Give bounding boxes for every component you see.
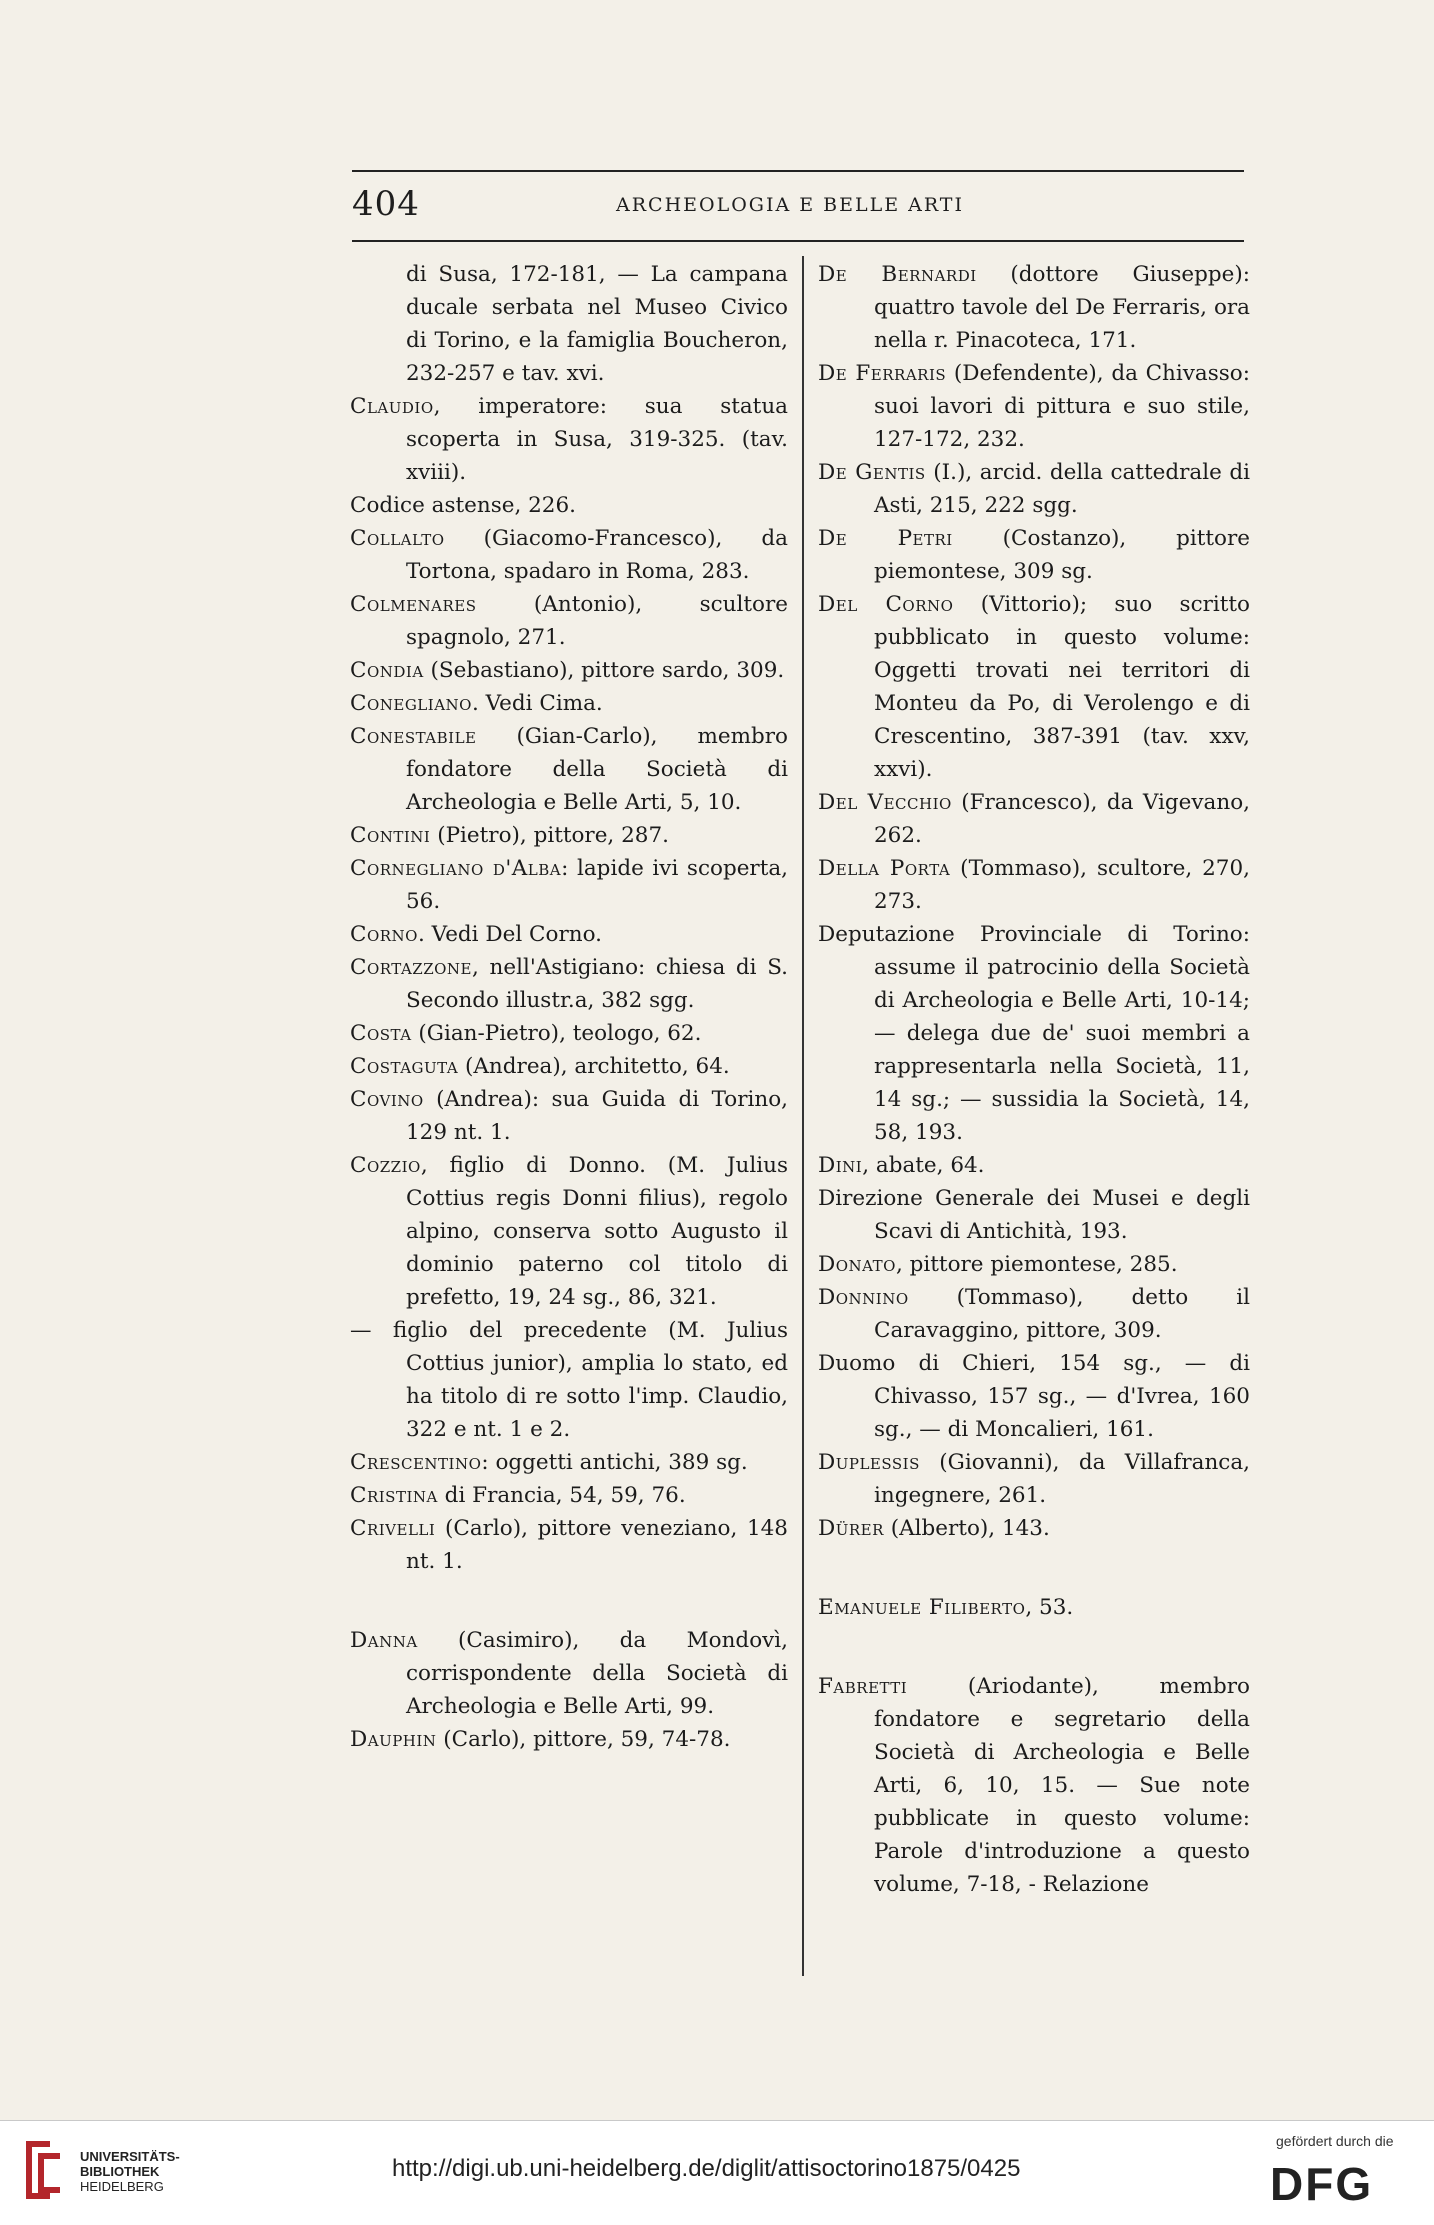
library-logo-icon [20, 2135, 72, 2205]
entry-text: , nell'Astigiano: chiesa di S. Secondo illustr.a, 382 sgg. [406, 955, 788, 1013]
index-entry [350, 720, 788, 819]
index-entry [350, 819, 788, 852]
index-entry [818, 522, 1250, 588]
index-entry [350, 1083, 788, 1149]
entry-headword: Covino [350, 1087, 424, 1112]
entry-text: , 53. [1025, 1595, 1074, 1620]
entry-text: (Giovanni), da Villafranca, ingegnere, 261. [874, 1450, 1250, 1508]
entry-text: (Gian-Pietro), teologo, 62. [411, 1021, 702, 1046]
entry-headword: Conestabile [350, 724, 477, 749]
entry-headword: Cristina [350, 1483, 438, 1508]
entry-text: (Pietro), pittore, 287. [430, 823, 669, 848]
index-entry [350, 1479, 788, 1512]
entry-headword: Del Vecchio [818, 790, 952, 815]
entry-headword: De Bernardi [818, 262, 977, 287]
entry-headword: Cornegliano d'Alba [350, 856, 562, 881]
entry-headword: Cortazzone [350, 955, 473, 980]
entry-text: (Antonio), scultore spagnolo, 271. [406, 592, 788, 650]
index-entry [818, 588, 1250, 786]
index-entry [818, 1670, 1250, 1901]
entry-text: (dottore Giuseppe): quattro tavole del De Ferraris, ora nella r. Pinacoteca, 171. [874, 262, 1250, 353]
index-entry [818, 1512, 1250, 1545]
entry-text: (Andrea): sua Guida di Torino, 129 nt. 1. [406, 1087, 788, 1145]
index-entry [350, 390, 788, 489]
dfg-logo: DFG [1270, 2158, 1374, 2210]
page-number: 404 [352, 184, 420, 224]
entry-text: Duomo di Chieri, 154 sg., — di Chivasso, 157 sg., — d'Ivrea, 160 sg., — di Moncalieri, 161. [818, 1351, 1250, 1442]
index-column-right [818, 258, 1250, 1901]
entry-headword: Collalto [350, 526, 445, 551]
header-rule-top [352, 170, 1244, 172]
entry-text: : oggetti antichi, 389 sg. [481, 1450, 748, 1475]
entry-headword: Del Corno [818, 592, 954, 617]
entry-headword: Danna [350, 1628, 418, 1653]
entry-text: (I.), arcid. della cattedrale di Asti, 215, 222 sgg. [874, 460, 1250, 518]
entry-headword: De Petri [818, 526, 953, 551]
entry-headword: De Gentis [818, 460, 926, 485]
entry-headword: Dauphin [350, 1727, 437, 1752]
library-name: UNIVERSITÄTS- BIBLIOTHEK HEIDELBERG [80, 2149, 180, 2194]
entry-text: — figlio del precedente (M. Julius Cottius junior), amplia lo stato, ed ha titolo di re sotto l'imp. Claudio, 322 e nt. 1 e 2. [350, 1318, 788, 1442]
index-entry [350, 588, 788, 654]
entry-text: : lapide ivi scoperta, 56. [406, 856, 789, 914]
entry-headword: Cozzio [350, 1153, 421, 1178]
entry-headword: Costa [350, 1021, 412, 1046]
entry-text: (Costanzo), pittore piemontese, 309 sg. [874, 526, 1250, 584]
entry-text: , imperatore: sua statua scoperta in Susa, 319-325. (tav. xviii). [406, 394, 788, 485]
permalink-url[interactable]: http://digi.ub.uni-heidelberg.de/diglit/attisoctorino1875/0425 [392, 2155, 1021, 2182]
entry-text: . Vedi Cima. [471, 691, 603, 716]
entry-text: (Andrea), architetto, 64. [458, 1054, 730, 1079]
entry-text: (Casimiro), da Mondovì, corrispondente della Società di Archeologia e Belle Arti, 99. [406, 1628, 788, 1719]
index-entry [818, 852, 1250, 918]
index-entry [818, 918, 1250, 1149]
entry-text: , pittore piemontese, 285. [895, 1252, 1178, 1277]
entry-headword: Della Porta [818, 856, 951, 881]
entry-text: (Sebastiano), pittore sardo, 309. [423, 658, 785, 683]
entry-headword: Colmenares [350, 592, 477, 617]
index-entry [818, 456, 1250, 522]
entry-headword: Contini [350, 823, 431, 848]
entry-headword: Crescentino [350, 1450, 482, 1475]
index-entry [350, 918, 788, 951]
header-rule-bottom [352, 240, 1244, 242]
entry-headword: Fabretti [818, 1674, 908, 1699]
entry-headword: Costaguta [350, 1054, 459, 1079]
index-entry [818, 258, 1250, 357]
index-column-left [350, 258, 788, 1756]
entry-headword: Crivelli [350, 1516, 436, 1541]
entry-text: . Vedi Del Corno. [417, 922, 602, 947]
section-gap [818, 1545, 1250, 1591]
index-entry [818, 1281, 1250, 1347]
index-entry [818, 1446, 1250, 1512]
index-entry [350, 1512, 788, 1578]
index-entry [818, 1248, 1250, 1281]
section-gap [350, 1578, 788, 1624]
entry-headword: Condia [350, 658, 424, 683]
entry-text: (Gian-Carlo), membro fondatore della Società di Archeologia e Belle Arti, 5, 10. [406, 724, 788, 815]
entry-headword: Dürer [818, 1516, 884, 1541]
entry-text: di Susa, 172-181, — La campana ducale serbata nel Museo Civico di Torino, e la famiglia Boucheron, 232-257 e tav. xvi. [406, 262, 788, 386]
index-entry [350, 1723, 788, 1756]
entry-text: Direzione Generale dei Musei e degli Scavi di Antichità, 193. [818, 1186, 1250, 1244]
entry-text: (Francesco), da Vigevano, 262. [874, 790, 1250, 848]
entry-headword: De Ferraris [818, 361, 947, 386]
index-entry [818, 1182, 1250, 1248]
index-entry [350, 1624, 788, 1723]
entry-text: (Vittorio); suo scritto pubblicato in questo volume: Oggetti trovati nei territori di Monteu da Po, di Verolengo e di Crescentino, 387-391 (tav. xxv, xxvi). [874, 592, 1250, 782]
index-entry [350, 951, 788, 1017]
entry-headword: Donato [818, 1252, 896, 1277]
index-entry [818, 1149, 1250, 1182]
index-entry [350, 852, 788, 918]
index-entry [350, 522, 788, 588]
entry-headword: Duplessis [818, 1450, 920, 1475]
index-entry [350, 687, 788, 720]
entry-headword: Claudio [350, 394, 434, 419]
entry-text: (Alberto), 143. [883, 1516, 1050, 1541]
entry-text: Deputazione Provinciale di Torino: assume il patrocinio della Società di Archeologia e Belle Arti, 10-14; — delega due de' suoi membri a rappresentarla nella Società, 11, 14 sg.; — sussidia la Società, 14, 58, 193. [818, 922, 1250, 1145]
entry-headword: Conegliano [350, 691, 472, 716]
entry-headword: Dini [818, 1153, 863, 1178]
entry-text: (Tommaso), detto il Caravaggino, pittore, 309. [874, 1285, 1250, 1343]
index-entry [350, 1017, 788, 1050]
entry-text: (Ariodante), membro fondatore e segretario della Società di Archeologia e Belle Arti, 6, 10, 15. — Sue note pubblicate in questo volume: Parole d'introduzione a questo volume, 7-18, - Relazione [874, 1674, 1250, 1897]
index-entry [350, 1314, 788, 1446]
entry-text: (Giacomo-Francesco), da Tortona, spadaro in Roma, 283. [406, 526, 788, 584]
index-entry [818, 357, 1250, 456]
running-title: ARCHEOLOGIA E BELLE ARTI [616, 194, 964, 216]
entry-text: di Francia, 54, 59, 76. [437, 1483, 686, 1508]
column-divider [802, 256, 804, 1976]
entry-headword: Emanuele Filiberto [818, 1595, 1026, 1620]
index-entry [350, 1050, 788, 1083]
entry-headword: Donnino [818, 1285, 909, 1310]
entry-text: (Tommaso), scultore, 270, 273. [874, 856, 1250, 914]
index-entry [350, 489, 788, 522]
entry-headword: Corno [350, 922, 418, 947]
section-gap [818, 1624, 1250, 1670]
entry-text: , abate, 64. [862, 1153, 985, 1178]
index-entry [350, 1149, 788, 1314]
index-entry [350, 258, 788, 390]
funded-by-label: gefördert durch die [1276, 2133, 1394, 2149]
entry-text: Codice astense, 226. [350, 493, 576, 518]
index-entry [818, 1591, 1250, 1624]
index-entry [818, 786, 1250, 852]
entry-text: (Defendente), da Chivasso: suoi lavori di pittura e suo stile, 127-172, 232. [874, 361, 1250, 452]
index-entry [818, 1347, 1250, 1446]
viewer-footer [0, 2120, 1434, 2225]
index-entry [350, 654, 788, 687]
entry-text: (Carlo), pittore veneziano, 148 nt. 1. [406, 1516, 788, 1574]
entry-text: , figlio di Donno. (M. Julius Cottius regis Donni filius), regolo alpino, conserva sotto Augusto il dominio paterno col titolo di prefetto, 19, 24 sg., 86, 321. [406, 1153, 788, 1310]
entry-text: (Carlo), pittore, 59, 74-78. [436, 1727, 731, 1752]
index-entry [350, 1446, 788, 1479]
